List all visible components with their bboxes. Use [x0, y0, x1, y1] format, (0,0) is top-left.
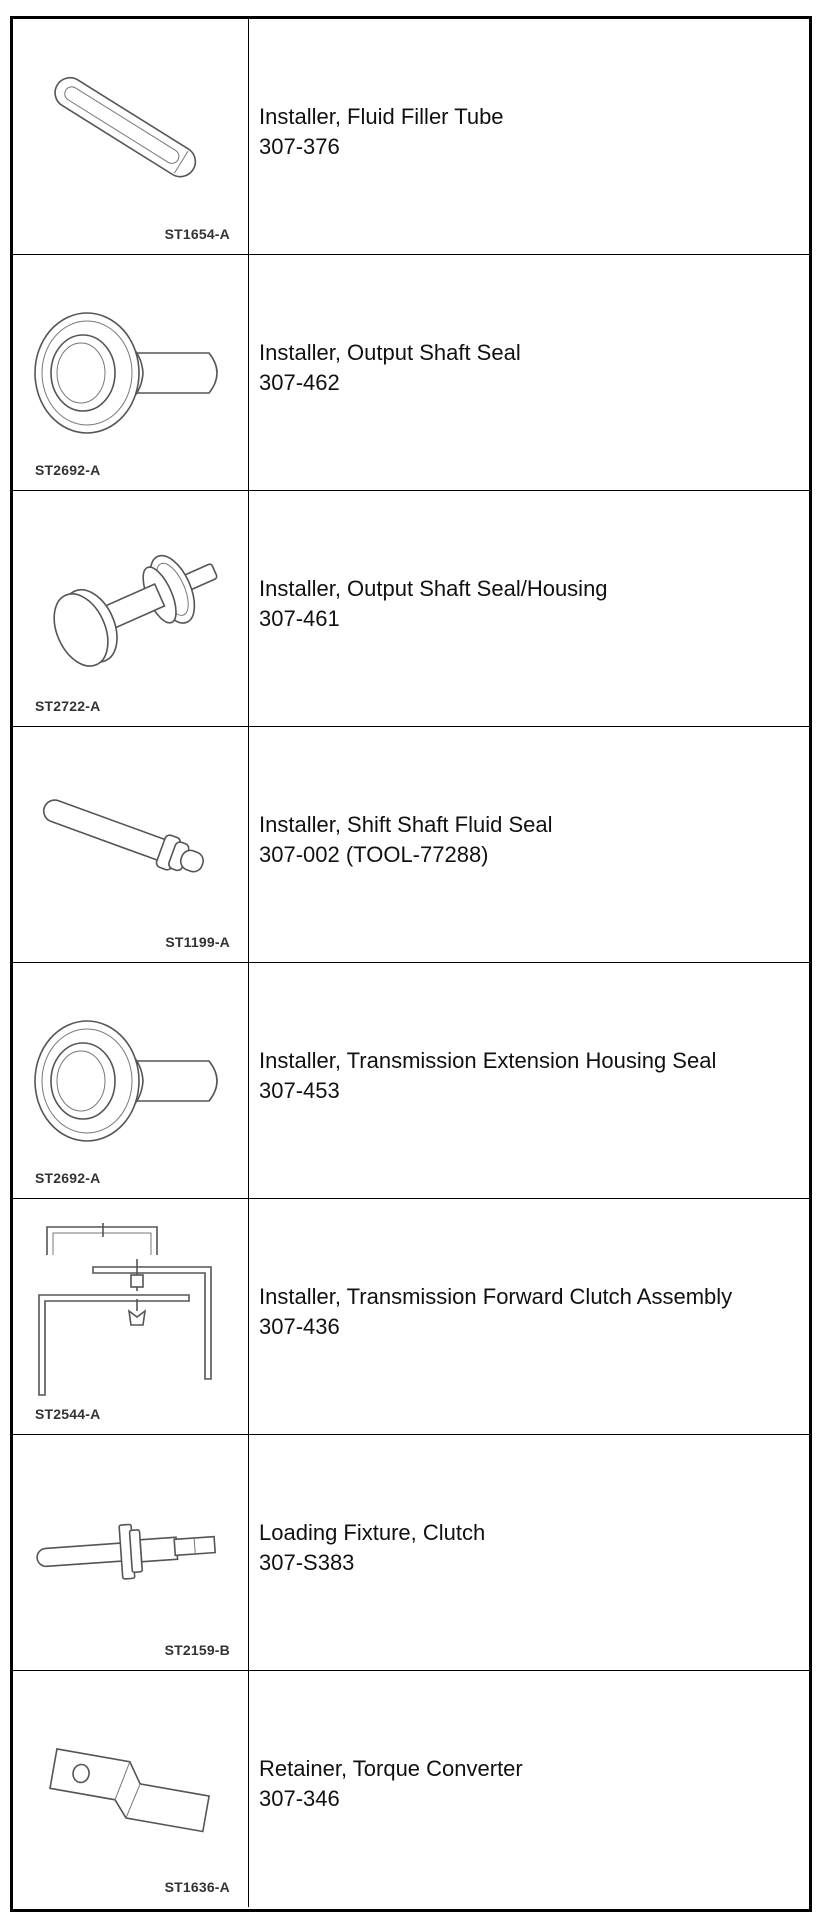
table-row: [13, 1199, 809, 1435]
tool-name: Installer, Fluid Filler Tube: [259, 103, 504, 129]
table-row: [13, 727, 809, 963]
seal-installer-icon: [13, 255, 249, 491]
illustration-cell: [13, 1199, 249, 1434]
illustration-code: ST2692-A: [35, 1170, 101, 1186]
tool-number: 307-S383: [259, 1549, 355, 1575]
illustration-cell: [13, 255, 249, 490]
tool-description: [259, 1199, 732, 1434]
table-row: [13, 19, 809, 255]
special-tools-table: [10, 16, 812, 1912]
illustration-code: ST2159-B: [164, 1642, 230, 1658]
tool-name: Retainer, Torque Converter: [259, 1756, 523, 1781]
clutch-assembly-installer-icon: [13, 1199, 249, 1435]
illustration-code: ST1654-A: [164, 226, 230, 242]
tool-description: [259, 19, 504, 254]
illustration-cell: [13, 491, 249, 726]
tool-name: Installer, Transmission Extension Housing Seal: [259, 1047, 717, 1073]
tool-description: [259, 255, 521, 490]
clutch-loading-fixture-icon: [13, 1435, 249, 1671]
tool-number: 307-462: [259, 369, 340, 395]
table-row: [13, 1435, 809, 1671]
illustration-code: ST2692-A: [35, 462, 101, 478]
tool-number: 307-461: [259, 605, 340, 631]
shift-shaft-seal-installer-icon: [13, 727, 249, 963]
tool-number: 307-376: [259, 133, 340, 159]
tool-number: 307-453: [259, 1077, 340, 1103]
illustration-cell: [13, 727, 249, 962]
tool-number: 307-346: [259, 1786, 340, 1811]
tool-name: Loading Fixture, Clutch: [259, 1519, 486, 1545]
illustration-code: ST2722-A: [35, 698, 101, 714]
tool-name: Installer, Output Shaft Seal/Housing: [259, 575, 608, 601]
tool-number: 307-436: [259, 1313, 340, 1339]
tool-description: [259, 491, 608, 726]
illustration-code: ST1636-A: [164, 1879, 230, 1895]
torque-converter-retainer-icon: [13, 1671, 249, 1907]
illustration-cell: [13, 963, 249, 1198]
table-row: [13, 963, 809, 1199]
table-row: [13, 255, 809, 491]
tool-number: 307-002 (TOOL-77288): [259, 841, 489, 867]
tool-description: [259, 727, 553, 962]
tool-description: [259, 1671, 523, 1907]
filler-tube-installer-icon: [13, 19, 249, 255]
illustration-cell: [13, 19, 249, 254]
table-row: [13, 491, 809, 727]
illustration-cell: [13, 1435, 249, 1670]
seal-housing-installer-icon: [13, 491, 249, 727]
tool-name: Installer, Output Shaft Seal: [259, 339, 521, 365]
illustration-code: ST1199-A: [165, 934, 230, 950]
tool-name: Installer, Transmission Forward Clutch Assembly: [259, 1283, 733, 1309]
tool-description: [259, 1435, 485, 1670]
illustration-cell: [13, 1671, 249, 1907]
table-row: [13, 1671, 809, 1907]
tool-description: [259, 963, 716, 1198]
seal-installer-icon: [13, 963, 249, 1199]
illustration-code: ST2544-A: [35, 1406, 101, 1422]
tool-name: Installer, Shift Shaft Fluid Seal: [259, 811, 553, 837]
